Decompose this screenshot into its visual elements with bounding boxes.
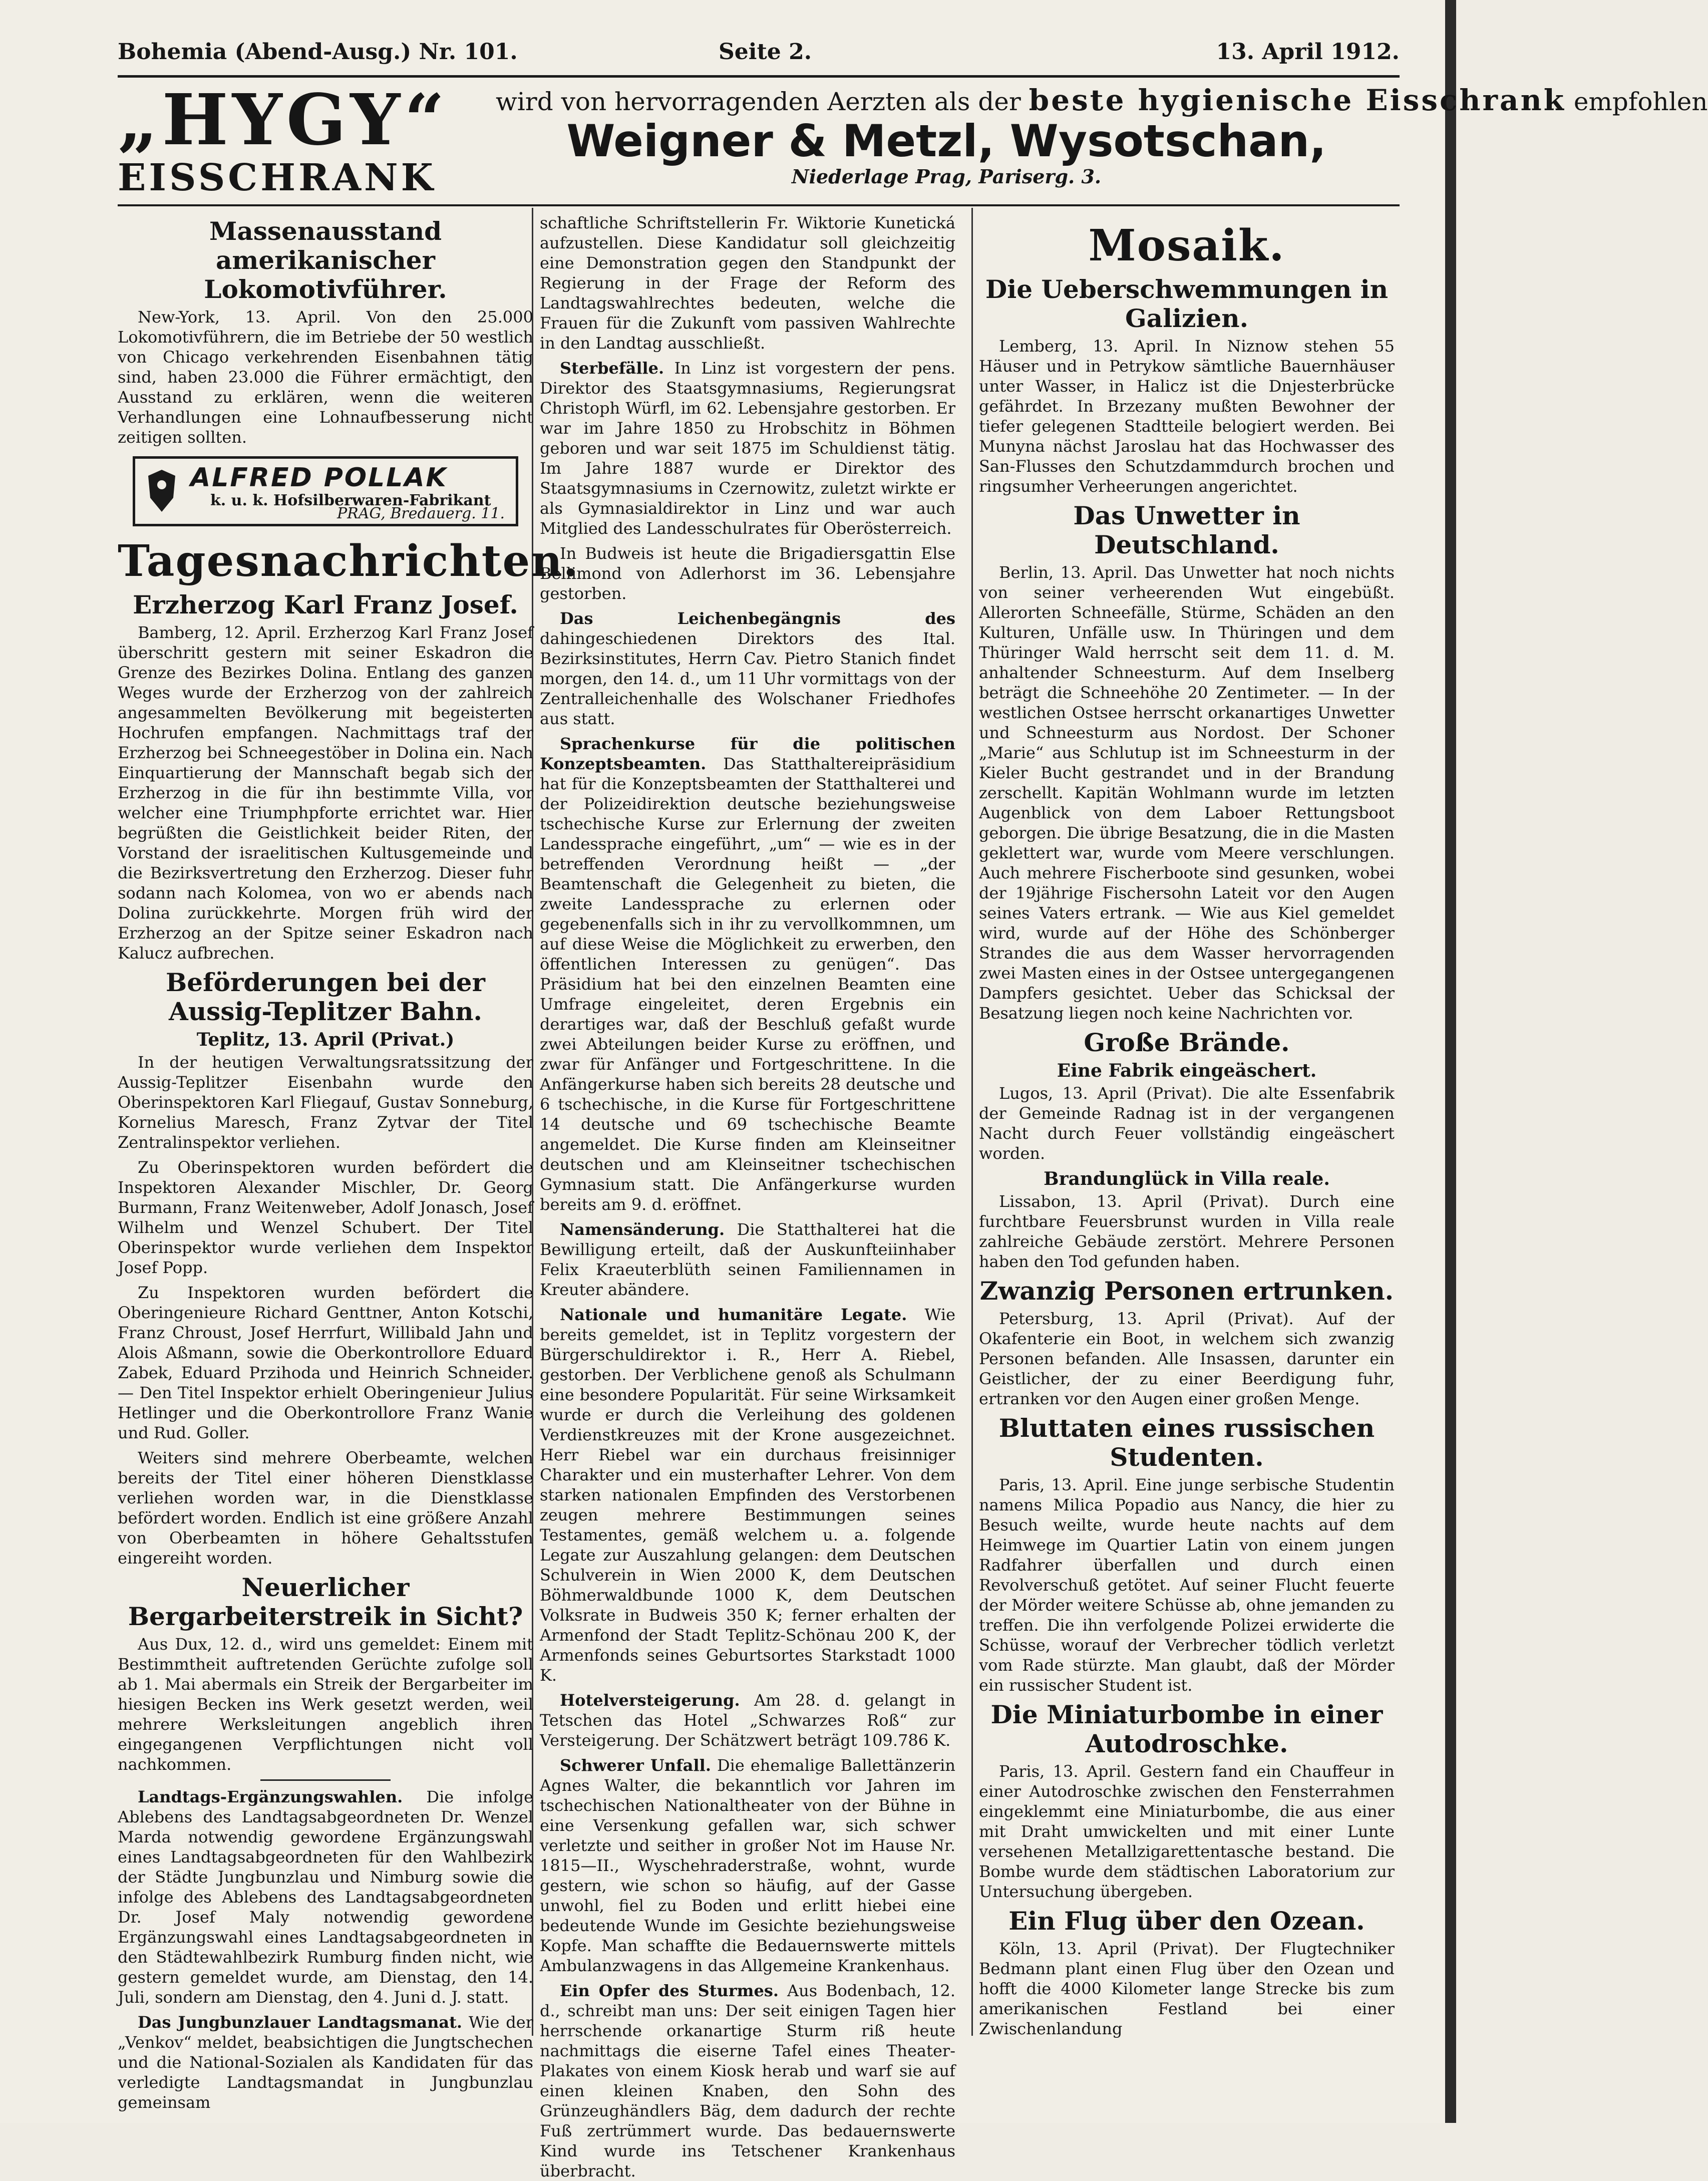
article-text: Die Statthalterei hat die Bewilligung erteilt, daß der Auskunfteiinhaber Felix Kraeuterblüth seinen Familiennamen in Kreuter abändere. <box>540 1220 956 1299</box>
column-1 <box>118 213 579 2112</box>
article-body: schaftliche Schriftstellerin Fr. Wiktorie Kunetická aufzustellen. Diese Kandidatur soll gleichzeitig eine Demonstration gegen den Standpunkt der Regierung in der Frage der Reform des Landtagswahlrechtes bedeuten, welche die Frauen für die Zukunft vom passiven Wahlrechte in den Landtag ausschließt. <box>540 213 955 353</box>
header-date: 13. April 1912. <box>1216 39 1400 65</box>
article-title: Massenausstand amerikanischer Lokomotivführer. <box>204 216 447 304</box>
divider <box>260 1779 391 1781</box>
article-lead: Namensänderung. <box>560 1220 725 1239</box>
article-lead: Hotelversteigerung. <box>560 1691 740 1710</box>
article-lead: Ein Opfer des Sturmes. <box>560 1981 779 2000</box>
article-body <box>540 734 955 1214</box>
section-title: Tagesnachrichten. <box>118 536 579 586</box>
article-subtitle: Eine Fabrik eingeäschert. <box>1057 1060 1317 1081</box>
article-text: Am 28. d. gelangt in Tetschen das Hotel „Schwarzes Roß“ zur Versteigerung. Der Schätzwert beträgt 109.786 K. <box>540 1691 956 1750</box>
article-title: Die Miniaturbombe in einer Autodroschke. <box>990 1700 1383 1758</box>
article-body: Paris, 13. April. Eine junge serbische Studentin namens Milica Popadio aus Nancy, die hier zu Besuch weilte, wurde heute nachts auf dem Heimwege im Quartier Latin von einem jungen Radfahrer überfallen und durch einen Revolverschuß getötet. Auf seiner Flucht feuerte der Mörder weitere Schüsse ab, ohne jemanden zu treffen. Die ihn verfolgende Polizei erwiderte die Schüsse, worauf der Verbrecher tödlich verletzt vom Rade stürzte. Man glaubt, daß der Mörder ein russischer Student ist. <box>979 1475 1395 1695</box>
article-title: Zwanzig Personen ertrunken. <box>979 1276 1394 1306</box>
dateline: Teplitz, 13. April (Privat.) <box>196 1029 455 1050</box>
article-title: Ein Flug über den Ozean. <box>1008 1906 1365 1936</box>
article-text: Wie bereits gemeldet, ist in Teplitz vorgestern der Bürgerschuldirektor i. R., Herr A. Riebel, gestorben. Der Verblichene genoß als Schulmann eine besondere Popularität. Für seine Wirksamkeit wurde er durch die Verleihung des goldenen Verdienstkreuzes mit der Krone ausgezeichnet. Herr Riebel war ein durchaus freisinniger Charakter und ein musterhafter Lehrer. Von dem starken nationalen Empfinden des Verstorbenen zeugen mehrere Bestimmungen seines Testamentes, gemäß welchem u. a. folgende Legate zur Auszahlung gelangen: dem Deutschen Schulverein in Wien 2000 K, dem Deutschen Böhmerwaldbunde 1000 K, dem Deutschen Volksrate in Budweis 350 K; ferner erhalten der Armenfond der Stadt Teplitz-Schönau 200 K, der Armenfonds seines Geburtsortes Starkstadt 1000 K. <box>540 1305 955 1685</box>
article-text: Die infolge Ablebens des Landtagsabgeordneten Dr. Wenzel Marda notwendig gewordene Ergänzungswahl eines Landtagsabgeordneten für den Wahlbezirk der Städte Jungbunzlau und Nimburg sowie die infolge des Ablebens des Landtagsabgeordneten Dr. Josef Maly notwendig gewordene Ergänzungswahl eines Landtagsabgeordneten in den Städtewahlbezirk Rumburg finden nicht, wie gestern gemeldet wurde, am Dienstag, den 14. Juli, sondern am Dienstag, den 4. Juni d. J. statt. <box>118 1787 533 2007</box>
article-body: Zu Inspektoren wurden befördert die Oberingenieure Richard Genttner, Anton Kotschi, Franz Chroust, Josef Herrfurt, Willibald Jahn und Alois Aßmann, sowie die Oberkontrollore Eduard Zabek, Eduard Przihoda und Heinrich Schneider. — Den Titel Inspektor erhielt Oberingenieur Julius Hetlinger und die Oberkontrollore Franz Wanie und Rud. Goller. <box>118 1283 533 1442</box>
header-left: Bohemia (Abend-Ausg.) Nr. 101. <box>118 39 518 65</box>
article-lead: Sterbefälle. <box>560 359 664 378</box>
article-body: Lugos, 13. April (Privat). Die alte Essenfabrik der Gemeinde Radnag ist in der vergangenen Nacht durch Feuer vollständig eingeäschert worden. <box>979 1084 1395 1163</box>
article-text: Die ehemalige Ballettänzerin Agnes Walter, die bekanntlich vor Jahren im tschechischen Nationaltheater von der Bühne in eine Versenkung gefallen war, sich schwer verletzte und seither in großer Not im Hause Nr. 1815—II., Wyschehraderstraße, wohnt, wurde gestern, wie schon so häufig, auf der Gasse unwohl, fiel zu Boden und erlitt hiebei eine bedeutende Wunde im Gesichte beziehungsweise Kopfe. Man schaffte die Bedauernswerte mittels Ambulanzwagens in das Allgemeine Krankenhaus. <box>540 1756 956 1975</box>
pollak-ad <box>133 456 518 526</box>
hygy-brand: „HYGY“ <box>118 79 449 161</box>
page-number: Seite 2. <box>719 39 812 65</box>
article-body <box>540 1690 955 1750</box>
article-subtitle: Brandunglück in Villa reale. <box>1044 1168 1330 1189</box>
article-lead: Sprachenkurse für die politischen Konzeptsbeamten. <box>540 734 955 773</box>
article-body: New-York, 13. April. Von den 25.000 Lokomotivführern, die im Betriebe der 50 westlich von Chicago verkehrenden Eisenbahnen tätig sind, haben 23.000 die Führer ermächtigt, den Ausstand zu erklären, wenn die weiteren Verhandlungen eine Lohnaufbesserung nicht zeitigen sollten. <box>118 307 533 447</box>
article-title: Erzherzog Karl Franz Josef. <box>133 590 518 619</box>
article-text: dahingeschiedenen Direktors des Ital. Bezirksinstitutes, Herrn Cav. Pietro Stanich findet morgen, den 14. d., um 11 Uhr vormittags von der Zentralleichenhalle des Wolschaner Friedhofes aus statt. <box>540 629 955 728</box>
crest-icon <box>144 468 179 514</box>
article-body: Köln, 13. April (Privat). Der Flugtechniker Bedmann plant einen Flug über den Ozean und hofft die 4000 Kilometer lange Strecke bis zum amerikanischen Festland bei einer Zwischenlandung <box>979 1939 1395 2038</box>
article-body: Lissabon, 13. April (Privat). Durch eine furchtbare Feuersbrunst wurden in Villa reale zahlreiche Gebäude zerstört. Mehrere Personen haben den Tod gefunden haben. <box>979 1192 1395 1271</box>
article-body: Paris, 13. April. Gestern fand ein Chauffeur in einer Autodroschke zwischen den Fensterrahmen eingeklemmt eine Miniaturbombe, die aus einer mit Draht umwickelten und mit einer Lunte versehenen Metallzigarettentasche bestand. Die Bombe wurde dem städtischen Laboratorium zur Untersuchung übergeben. <box>979 1762 1395 1901</box>
article-body: Aus Dux, 12. d., wird uns gemeldet: Einem mit Bestimmtheit auftretenden Gerüchte zufolge soll ab 1. Mai abermals ein Streik der Bergarbeiter im hiesigen Becken ins Werk gesetzt werden, weil mehrere Werksleitungen angeblich ihren eingegangenen Verpflichtungen nicht voll nachkommen. <box>118 1635 533 1774</box>
article-lead: Das Leichenbegängnis des <box>560 609 955 628</box>
article-body: Lemberg, 13. April. In Niznow stehen 55 Häuser und in Petrykow sämtliche Bauernhäuser unter Wasser, in Halicz ist die Dnjesterbrücke gefährdet. In Brzezany mußten Bewohner der tiefer gelegenen Stadtteile belogiert werden. Bei Munyna nächst Jaroslau hat das Hochwasser des San-Flusses den Schutzdammdurch brochen und ringsumher Verheerungen angerichtet. <box>979 337 1395 496</box>
header-rule <box>118 75 1400 78</box>
ad-maker: Weigner & Metzl, Wysotschan, <box>566 115 1326 167</box>
hygy-ad-text <box>496 83 1708 198</box>
article-lead: Landtags-Ergänzungswahlen. <box>138 1787 403 1806</box>
ad-claim-bold: beste hygienische Eisschrank <box>1029 83 1566 117</box>
column-divider <box>971 208 973 2036</box>
article-title: Neuerlicher Bergarbeiterstreik in Sicht? <box>128 1573 523 1631</box>
ad-company-address: PRAG, Bredauerg. 11. <box>336 505 505 522</box>
column-2 <box>540 213 956 2180</box>
article-lead: Nationale und humanitäre Legate. <box>560 1305 907 1324</box>
ad-company: ALFRED POLLAK <box>190 463 448 493</box>
article-body: Petersburg, 13. April (Privat). Auf der Okafenterie ein Boot, in welchem sich zwanzig Personen befanden. Alle Insassen, darunter ein Geistlicher, der zu einer Beerdigung fuhr, ertranken vor den Augen einer großen Menge. <box>979 1309 1395 1408</box>
article-body: Berlin, 13. April. Das Unwetter hat noch nichts von seiner verheerenden Wut eingebüßt. Allerorten Schneefälle, Stürme, Schäden an den Kulturen, Unfälle usw. In Thüringen und dem Thüringer Wald herrscht seit dem 11. d. M. anhaltender Schneesturm. Auf dem Inselberg beträgt die Schneehöhe 20 Zentimeter. — In der westlichen Ostsee herrscht orkanartiges Unwetter und Schneesturm aus Nordost. Der Schoner „Marie“ aus Schlutup ist im Schneesturm in der Kieler Bucht gestrandet und in der Brandung zerschellt. Kapitän Wohlmann wurde im letzten Augenblick von dem Laboer Rettungsboot geborgen. Die übrige Besatzung, die in die Masten geklettert war, wurde vom Meere verschlungen. Auch mehrere Fischerboote sind gesunken, wobei der 19jährige Fischersohn Lateit vor den Augen seines Vaters ertrank. — Wie aus Kiel gemeldet wird, wurde auf der Höhe des Schönberger Strandes die aus dem Wasser hervorragenden zwei Masten eines in der Ostsee untergegangenen Dampfers gesichtet. Ueber das Schicksal der Besatzung liegen noch keine Nachrichten vor. <box>979 563 1395 1023</box>
section-title: Mosaik. <box>1088 220 1285 271</box>
article-body <box>118 2012 533 2112</box>
article-body <box>540 1755 955 1976</box>
ad-company-sub: k. u. k. Hofsilberwaren-Fabrikant <box>210 492 491 509</box>
ad-rule <box>118 204 1400 206</box>
article-title: Beförderungen bei der Aussig-Teplitzer Bahn. <box>166 968 485 1026</box>
article-lead: Schwerer Unfall. <box>560 1756 711 1775</box>
ad-claim <box>496 83 1708 117</box>
article-body: In der heutigen Verwaltungsratssitzung der Aussig-Teplitzer Eisenbahn wurde den Oberinspektoren Karl Fliegauf, Gustav Sonneburg, Kornelius Maresch, Franz Zytvar der Titel Zentralinspektor verliehen. <box>118 1053 533 1152</box>
article-text: Das Statthaltereipräsidium hat für die Konzeptsbeamten der Statthalterei und der Polizeidirektion deutsche beziehungsweise tschechische Kurse zur Erlernung der zweiten Landessprache eingeführt, „um“ — wie es in der betreffenden Verordnung heißt — „der Beamtenschaft die Gelegenheit zu bieten, die zweite Landessprache zu erlernen oder gegebenenfalls sich in ihr zu vervollkommnen, um auf diese Weise die Möglichkeit zu erwerben, den öffentlichen Interessen zu genügen“. Das Präsidium hat bei den einzelnen Beamten eine Umfrage eingeleitet, deren Ergebnis ein derartiges war, daß der Beschluß gefaßt wurde zwei Abteilungen beider Kurse zu eröffnen, und zwar für Anfänger und Fortgeschrittene. In die Anfängerkurse haben sich bereits 28 deutsche und 6 tschechische, in die Kurse für Fortgeschrittene 14 deutsche und 69 tschechische Beamte angemeldet. Die Kurse finden am Kleinseitner deutschen und am Kleinseitner tschechischen Gymnasium statt. Die Anfängerkurse wurden bereits am 9. d. eröffnet. <box>540 754 955 1214</box>
article-body: Weiters sind mehrere Oberbeamte, welchen bereits der Titel einer höheren Dienstklasse verliehen worden war, in die Dienstklasse befördert worden. Endlich ist eine größere Anzahl von Oberbeamten in höhere Gehaltsstufen eingereiht worden. <box>118 1448 533 1568</box>
article-body: Zu Oberinspektoren wurden befördert die Inspektoren Alexander Mischler, Dr. Georg Burmann, Franz Weitenweber, Adolf Jonasch, Josef Wilhelm und Wenzel Schubert. Der Titel Oberinspektor wurde verliehen dem Inspektor Josef Popp. <box>118 1158 533 1277</box>
ad-claim-post: empfohlen <box>1573 87 1708 116</box>
article-title: Große Brände. <box>1084 1028 1290 1057</box>
ad-claim-pre: wird von hervorragenden Aerzten als der <box>496 87 1021 116</box>
article-text: Wie der „Venkov“ meldet, beabsichtigen die Jungtschechen und die National-Sozialen als Kandidaten für das verledigte Landtagsmandat in Jungbunzlau gemeinsam <box>118 2013 534 2112</box>
hygy-brand-sub: EISSCHRANK <box>118 156 436 199</box>
article-body <box>540 358 955 538</box>
article-body <box>540 608 955 729</box>
article-lead: Das Jungbunzlauer Landtagsmanat. <box>138 2013 463 2032</box>
article-title: Die Ueberschwemmungen in Galizien. <box>985 274 1389 333</box>
column-3 <box>979 213 1395 2036</box>
article-title: Das Unwetter in Deutschland. <box>1073 501 1300 559</box>
article-body <box>540 1981 955 2181</box>
article-body: In Budweis ist heute die Brigadiersgattin Else Bellimond von Adlerhorst im 36. Lebensjahre gestorben. <box>540 544 955 603</box>
article-body <box>118 1787 533 2007</box>
ad-depot: Niederlage Prag, Pariserg. 3. <box>791 165 1102 188</box>
article-body <box>540 1219 955 1300</box>
running-head <box>118 39 1400 71</box>
article-body: Bamberg, 12. April. Erzherzog Karl Franz Josef überschritt gestern mit seiner Eskadron die Grenze des Bezirkes Dolina. Entlang des ganzen Weges wurde der Erzherzog von der zahlreich angesammelten Bevölkerung mit begeisterten Hochrufen empfangen. Nachmittags traf der Erzherzog bei Schneegestöber in Dolina ein. Nach Einquartierung der Mannschaft begab sich der Erzherzog in die für ihn bestimmte Villa, vor welcher eine Triumphpforte errichtet war. Hier begrüßten die Geistlichkeit beider Riten, der Vorstand der israelitischen Kultusgemeinde und die Bezirksvertretung den Erzherzog. Dieser fuhr sodann nach Kolomea, von wo er abends nach Dolina zurückkehrte. Morgen früh wird der Erzherzog an der Spitze seiner Eskadron nach Kalucz aufbrechen. <box>118 623 533 963</box>
article-text: Aus Bodenbach, 12. d., schreibt man uns: Der seit einigen Tagen hier herrschende orkanartige Sturm riß heute nachmittags die eiserne Tafel eines Theater-Plakates von einem Kiosk herab und warf sie auf einen kleinen Knaben, den Sohn des Grünzeughändlers Bäg, dem dadurch der rechte Fuß zertrümmert wurde. Das bedauernswerte Kind wurde ins Tetschener Krankenhaus überbracht. <box>540 1981 956 2180</box>
scan-border <box>1445 0 1456 2123</box>
article-body <box>540 1305 955 1685</box>
article-title: Bluttaten eines russischen Studenten. <box>998 1413 1375 1472</box>
hygy-ad <box>118 79 468 199</box>
article-text: In Linz ist vorgestern der pens. Direktor des Staatsgymnasiums, Regierungsrat Christoph Würfl, im 62. Lebensjahre gestorben. Er war im Jahre 1850 zu Hrobschitz in Böhmen geboren und war seit 1875 im Schuldienst tätig. Im Jahre 1887 wurde er Direktor des Staatsgymnasiums in Czernowitz, zuletzt wirkte er als Gymnasialdirektor in Linz und war auch Mitglied des Landesschulrates für Oberösterreich. <box>540 359 956 538</box>
